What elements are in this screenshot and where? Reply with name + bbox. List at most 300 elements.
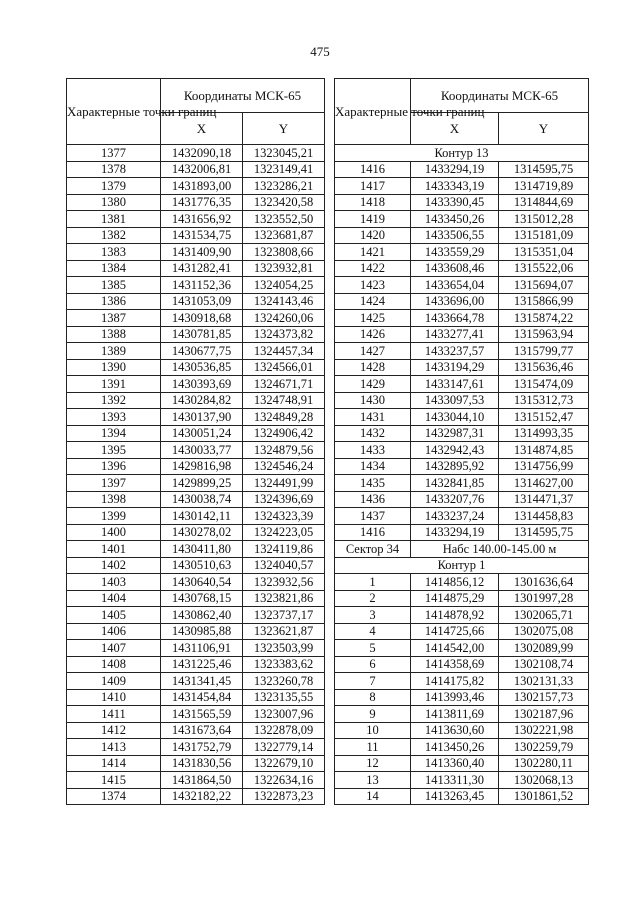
x-coordinate: 1413263,45 bbox=[411, 788, 499, 805]
table-row bbox=[335, 541, 589, 558]
x-coordinate: 1433696,00 bbox=[411, 293, 499, 310]
table-row bbox=[67, 788, 325, 805]
table-row bbox=[335, 161, 589, 178]
x-coordinate: 1430137,90 bbox=[161, 409, 243, 426]
x-coordinate: 1430781,85 bbox=[161, 326, 243, 343]
point-number: 1428 bbox=[335, 359, 411, 376]
table-row bbox=[335, 145, 589, 162]
table-row bbox=[67, 161, 325, 178]
point-number: 1421 bbox=[335, 244, 411, 261]
x-coordinate: 1431225,46 bbox=[161, 656, 243, 673]
y-coordinate: 1324054,25 bbox=[243, 277, 325, 294]
point-number: 2 bbox=[335, 590, 411, 607]
point-number: 1396 bbox=[67, 458, 161, 475]
y-coordinate: 1315636,46 bbox=[499, 359, 589, 376]
y-coordinate: 1302065,71 bbox=[499, 607, 589, 624]
y-coordinate: 1314595,75 bbox=[499, 161, 589, 178]
y-coordinate: 1324143,46 bbox=[243, 293, 325, 310]
point-number: 1427 bbox=[335, 343, 411, 360]
y-coordinate: 1324671,71 bbox=[243, 376, 325, 393]
table-row bbox=[67, 673, 325, 690]
table-row bbox=[67, 475, 325, 492]
y-coordinate: 1324040,57 bbox=[243, 557, 325, 574]
point-number: 1436 bbox=[335, 491, 411, 508]
y-coordinate: 1302075,08 bbox=[499, 623, 589, 640]
x-coordinate: 1433390,45 bbox=[411, 194, 499, 211]
x-coordinate: 1414542,00 bbox=[411, 640, 499, 657]
y-coordinate: 1315181,09 bbox=[499, 227, 589, 244]
y-coordinate: 1314844,69 bbox=[499, 194, 589, 211]
point-number: 1433 bbox=[335, 442, 411, 459]
point-number: 1389 bbox=[67, 343, 161, 360]
table-row bbox=[335, 524, 589, 541]
point-number: 1429 bbox=[335, 376, 411, 393]
y-coordinate: 1323737,17 bbox=[243, 607, 325, 624]
y-coordinate: 1323621,87 bbox=[243, 623, 325, 640]
point-number: 1 bbox=[335, 574, 411, 591]
y-coordinate: 1324119,86 bbox=[243, 541, 325, 558]
x-coordinate: 1431752,79 bbox=[161, 739, 243, 756]
point-number: 1395 bbox=[67, 442, 161, 459]
table-row bbox=[335, 227, 589, 244]
table-row bbox=[67, 541, 325, 558]
x-coordinate: 1430411,80 bbox=[161, 541, 243, 558]
table-row bbox=[335, 194, 589, 211]
sector-height-range: Набс 140.00-145.00 м bbox=[411, 541, 589, 558]
y-coordinate: 1315874,22 bbox=[499, 310, 589, 327]
point-number: 1415 bbox=[67, 772, 161, 789]
table-row bbox=[335, 376, 589, 393]
x-coordinate: 1430284,82 bbox=[161, 392, 243, 409]
y-coordinate: 1301997,28 bbox=[499, 590, 589, 607]
point-number: 1406 bbox=[67, 623, 161, 640]
table-row bbox=[335, 772, 589, 789]
point-number: 7 bbox=[335, 673, 411, 690]
y-coordinate: 1314595,75 bbox=[499, 524, 589, 541]
y-coordinate: 1315351,04 bbox=[499, 244, 589, 261]
table-row bbox=[335, 211, 589, 228]
table-row bbox=[335, 508, 589, 525]
point-number: 1416 bbox=[335, 161, 411, 178]
point-number: 10 bbox=[335, 722, 411, 739]
point-number: 11 bbox=[335, 739, 411, 756]
table-row bbox=[335, 409, 589, 426]
table-row bbox=[67, 409, 325, 426]
right-coordinates-table bbox=[334, 78, 589, 805]
x-coordinate: 1431534,75 bbox=[161, 227, 243, 244]
x-coordinate: 1431341,45 bbox=[161, 673, 243, 690]
y-coordinate: 1324457,34 bbox=[243, 343, 325, 360]
y-coordinate: 1324546,24 bbox=[243, 458, 325, 475]
table-row bbox=[67, 392, 325, 409]
x-coordinate: 1433608,46 bbox=[411, 260, 499, 277]
table-row bbox=[335, 755, 589, 772]
table-row bbox=[335, 260, 589, 277]
y-coordinate: 1323149,41 bbox=[243, 161, 325, 178]
x-coordinate: 1430051,24 bbox=[161, 425, 243, 442]
y-coordinate: 1323045,21 bbox=[243, 145, 325, 162]
x-coordinate: 1430393,69 bbox=[161, 376, 243, 393]
point-number: 1392 bbox=[67, 392, 161, 409]
x-coordinate: 1431282,41 bbox=[161, 260, 243, 277]
x-coordinate: 1430038,74 bbox=[161, 491, 243, 508]
table-row bbox=[67, 260, 325, 277]
x-coordinate: 1433559,29 bbox=[411, 244, 499, 261]
y-coordinate: 1323821,86 bbox=[243, 590, 325, 607]
y-header: Y bbox=[499, 113, 589, 145]
y-coordinate: 1314874,85 bbox=[499, 442, 589, 459]
y-coordinate: 1324223,05 bbox=[243, 524, 325, 541]
right-table-body bbox=[335, 145, 589, 805]
x-coordinate: 1430918,68 bbox=[161, 310, 243, 327]
point-number: 1400 bbox=[67, 524, 161, 541]
point-number: 1422 bbox=[335, 260, 411, 277]
table-row bbox=[335, 590, 589, 607]
y-coordinate: 1302187,96 bbox=[499, 706, 589, 723]
table-row bbox=[67, 343, 325, 360]
table-row bbox=[67, 277, 325, 294]
point-number: Сектор 34 bbox=[335, 541, 411, 558]
x-coordinate: 1433664,78 bbox=[411, 310, 499, 327]
y-coordinate: 1315312,73 bbox=[499, 392, 589, 409]
table-row bbox=[67, 557, 325, 574]
x-coordinate: 1413993,46 bbox=[411, 689, 499, 706]
point-number: 1414 bbox=[67, 755, 161, 772]
table-row bbox=[67, 491, 325, 508]
table-row bbox=[335, 788, 589, 805]
table-row bbox=[335, 310, 589, 327]
y-coordinate: 1302068,13 bbox=[499, 772, 589, 789]
point-number: 9 bbox=[335, 706, 411, 723]
table-row bbox=[67, 706, 325, 723]
table-row bbox=[335, 458, 589, 475]
y-coordinate: 1323932,56 bbox=[243, 574, 325, 591]
x-coordinate: 1433277,41 bbox=[411, 326, 499, 343]
table-row bbox=[67, 623, 325, 640]
table-row bbox=[67, 524, 325, 541]
y-coordinate: 1315474,09 bbox=[499, 376, 589, 393]
point-number: 1410 bbox=[67, 689, 161, 706]
y-coordinate: 1323503,99 bbox=[243, 640, 325, 657]
point-number: 1418 bbox=[335, 194, 411, 211]
x-coordinate: 1414856,12 bbox=[411, 574, 499, 591]
points-header: Характерные точки границ bbox=[335, 79, 411, 145]
x-coordinate: 1430640,54 bbox=[161, 574, 243, 591]
table-row bbox=[67, 145, 325, 162]
y-coordinate: 1302131,33 bbox=[499, 673, 589, 690]
point-number: 1420 bbox=[335, 227, 411, 244]
point-number: 1383 bbox=[67, 244, 161, 261]
x-coordinate: 1413450,26 bbox=[411, 739, 499, 756]
table-row bbox=[67, 425, 325, 442]
x-coordinate: 1433237,24 bbox=[411, 508, 499, 525]
x-coordinate: 1433654,04 bbox=[411, 277, 499, 294]
y-coordinate: 1323932,81 bbox=[243, 260, 325, 277]
y-coordinate: 1323808,66 bbox=[243, 244, 325, 261]
point-number: 1402 bbox=[67, 557, 161, 574]
table-row bbox=[335, 623, 589, 640]
point-number: 6 bbox=[335, 656, 411, 673]
y-coordinate: 1323681,87 bbox=[243, 227, 325, 244]
y-coordinate: 1314471,37 bbox=[499, 491, 589, 508]
point-number: 1379 bbox=[67, 178, 161, 195]
x-coordinate: 1430677,75 bbox=[161, 343, 243, 360]
y-coordinate: 1323007,96 bbox=[243, 706, 325, 723]
table-row bbox=[67, 722, 325, 739]
point-number: 1408 bbox=[67, 656, 161, 673]
point-number: 1411 bbox=[67, 706, 161, 723]
table-row bbox=[335, 491, 589, 508]
table-row bbox=[67, 310, 325, 327]
x-coordinate: 1433450,26 bbox=[411, 211, 499, 228]
x-coordinate: 1433237,57 bbox=[411, 343, 499, 360]
left-table-body bbox=[67, 145, 325, 805]
contour-heading: Контур 13 bbox=[335, 145, 589, 162]
x-coordinate: 1432895,92 bbox=[411, 458, 499, 475]
table-row bbox=[335, 359, 589, 376]
point-number: 8 bbox=[335, 689, 411, 706]
y-coordinate: 1322634,16 bbox=[243, 772, 325, 789]
x-coordinate: 1413630,60 bbox=[411, 722, 499, 739]
table-row bbox=[335, 277, 589, 294]
x-coordinate: 1432987,31 bbox=[411, 425, 499, 442]
point-number: 1413 bbox=[67, 739, 161, 756]
point-number: 1378 bbox=[67, 161, 161, 178]
x-coordinate: 1430985,88 bbox=[161, 623, 243, 640]
table-row bbox=[335, 392, 589, 409]
point-number: 1397 bbox=[67, 475, 161, 492]
table-row bbox=[67, 607, 325, 624]
x-coordinate: 1414878,92 bbox=[411, 607, 499, 624]
y-coordinate: 1315152,47 bbox=[499, 409, 589, 426]
y-coordinate: 1302157,73 bbox=[499, 689, 589, 706]
y-coordinate: 1324396,69 bbox=[243, 491, 325, 508]
point-number: 4 bbox=[335, 623, 411, 640]
y-coordinate: 1324906,42 bbox=[243, 425, 325, 442]
table-row bbox=[335, 607, 589, 624]
x-coordinate: 1430033,77 bbox=[161, 442, 243, 459]
y-coordinate: 1302108,74 bbox=[499, 656, 589, 673]
y-coordinate: 1322779,14 bbox=[243, 739, 325, 756]
point-number: 1394 bbox=[67, 425, 161, 442]
x-coordinate: 1432841,85 bbox=[411, 475, 499, 492]
point-number: 1423 bbox=[335, 277, 411, 294]
x-coordinate: 1414875,29 bbox=[411, 590, 499, 607]
y-header: Y bbox=[243, 113, 325, 145]
x-header: X bbox=[411, 113, 499, 145]
point-number: 1435 bbox=[335, 475, 411, 492]
y-coordinate: 1322878,09 bbox=[243, 722, 325, 739]
point-number: 1404 bbox=[67, 590, 161, 607]
x-coordinate: 1430510,63 bbox=[161, 557, 243, 574]
table-row bbox=[335, 425, 589, 442]
y-coordinate: 1302221,98 bbox=[499, 722, 589, 739]
table-row bbox=[67, 178, 325, 195]
point-number: 1399 bbox=[67, 508, 161, 525]
table-row bbox=[335, 739, 589, 756]
y-coordinate: 1301861,52 bbox=[499, 788, 589, 805]
table-row bbox=[67, 227, 325, 244]
y-coordinate: 1323552,50 bbox=[243, 211, 325, 228]
point-number: 12 bbox=[335, 755, 411, 772]
y-coordinate: 1324748,91 bbox=[243, 392, 325, 409]
x-coordinate: 1432090,18 bbox=[161, 145, 243, 162]
table-row bbox=[67, 244, 325, 261]
point-number: 1401 bbox=[67, 541, 161, 558]
x-coordinate: 1431673,64 bbox=[161, 722, 243, 739]
table-row bbox=[335, 178, 589, 195]
point-number: 1385 bbox=[67, 277, 161, 294]
point-number: 1434 bbox=[335, 458, 411, 475]
x-coordinate: 1433044,10 bbox=[411, 409, 499, 426]
point-number: 1398 bbox=[67, 491, 161, 508]
table-row bbox=[335, 293, 589, 310]
x-coordinate: 1431106,91 bbox=[161, 640, 243, 657]
point-number: 1374 bbox=[67, 788, 161, 805]
contour-heading: Контур 1 bbox=[335, 557, 589, 574]
point-number: 1386 bbox=[67, 293, 161, 310]
point-number: 1417 bbox=[335, 178, 411, 195]
x-coordinate: 1414175,82 bbox=[411, 673, 499, 690]
y-coordinate: 1314719,89 bbox=[499, 178, 589, 195]
table-row bbox=[67, 656, 325, 673]
x-coordinate: 1431454,84 bbox=[161, 689, 243, 706]
point-number: 1388 bbox=[67, 326, 161, 343]
table-row bbox=[335, 689, 589, 706]
y-coordinate: 1301636,64 bbox=[499, 574, 589, 591]
x-coordinate: 1429816,98 bbox=[161, 458, 243, 475]
table-row bbox=[67, 194, 325, 211]
x-coordinate: 1429899,25 bbox=[161, 475, 243, 492]
coordinates-header: Координаты МСК-65 bbox=[161, 79, 325, 113]
x-coordinate: 1433194,29 bbox=[411, 359, 499, 376]
y-coordinate: 1315963,94 bbox=[499, 326, 589, 343]
table-row bbox=[335, 722, 589, 739]
point-number: 1393 bbox=[67, 409, 161, 426]
x-coordinate: 1430536,85 bbox=[161, 359, 243, 376]
table-row bbox=[67, 574, 325, 591]
x-coordinate: 1433207,76 bbox=[411, 491, 499, 508]
x-coordinate: 1431152,36 bbox=[161, 277, 243, 294]
table-row bbox=[335, 343, 589, 360]
coordinates-header: Координаты МСК-65 bbox=[411, 79, 589, 113]
x-coordinate: 1414725,66 bbox=[411, 623, 499, 640]
x-coordinate: 1433506,55 bbox=[411, 227, 499, 244]
table-row bbox=[67, 508, 325, 525]
y-coordinate: 1323135,55 bbox=[243, 689, 325, 706]
table-row bbox=[335, 574, 589, 591]
table-row bbox=[335, 475, 589, 492]
y-coordinate: 1302089,99 bbox=[499, 640, 589, 657]
y-coordinate: 1324373,82 bbox=[243, 326, 325, 343]
point-number: 1405 bbox=[67, 607, 161, 624]
x-coordinate: 1432182,22 bbox=[161, 788, 243, 805]
point-number: 1390 bbox=[67, 359, 161, 376]
table-row bbox=[335, 640, 589, 657]
page-number: 475 bbox=[310, 44, 330, 59]
table-row bbox=[67, 211, 325, 228]
table-row bbox=[67, 640, 325, 657]
table-row bbox=[335, 244, 589, 261]
table-row bbox=[67, 739, 325, 756]
point-number: 1431 bbox=[335, 409, 411, 426]
point-number: 1430 bbox=[335, 392, 411, 409]
x-coordinate: 1432006,81 bbox=[161, 161, 243, 178]
x-coordinate: 1413811,69 bbox=[411, 706, 499, 723]
point-number: 5 bbox=[335, 640, 411, 657]
point-number: 1381 bbox=[67, 211, 161, 228]
point-number: 1377 bbox=[67, 145, 161, 162]
x-coordinate: 1414358,69 bbox=[411, 656, 499, 673]
y-coordinate: 1315866,99 bbox=[499, 293, 589, 310]
x-coordinate: 1433343,19 bbox=[411, 178, 499, 195]
point-number: 1426 bbox=[335, 326, 411, 343]
y-coordinate: 1314627,00 bbox=[499, 475, 589, 492]
y-coordinate: 1324849,28 bbox=[243, 409, 325, 426]
point-number: 1387 bbox=[67, 310, 161, 327]
table-row bbox=[67, 458, 325, 475]
y-coordinate: 1324879,56 bbox=[243, 442, 325, 459]
point-number: 13 bbox=[335, 772, 411, 789]
table-row bbox=[335, 673, 589, 690]
table-row bbox=[67, 755, 325, 772]
table-row bbox=[67, 359, 325, 376]
table-row bbox=[335, 326, 589, 343]
point-number: 14 bbox=[335, 788, 411, 805]
table-row bbox=[67, 590, 325, 607]
x-coordinate: 1431864,50 bbox=[161, 772, 243, 789]
x-coordinate: 1430768,15 bbox=[161, 590, 243, 607]
point-number: 1416 bbox=[335, 524, 411, 541]
x-coordinate: 1431565,59 bbox=[161, 706, 243, 723]
y-coordinate: 1323260,78 bbox=[243, 673, 325, 690]
table-row bbox=[67, 293, 325, 310]
table-row bbox=[335, 442, 589, 459]
point-number: 1391 bbox=[67, 376, 161, 393]
x-coordinate: 1413360,40 bbox=[411, 755, 499, 772]
y-coordinate: 1324491,99 bbox=[243, 475, 325, 492]
x-coordinate: 1431830,56 bbox=[161, 755, 243, 772]
x-header: X bbox=[161, 113, 243, 145]
y-coordinate: 1315799,77 bbox=[499, 343, 589, 360]
table-row bbox=[67, 326, 325, 343]
x-coordinate: 1431893,00 bbox=[161, 178, 243, 195]
point-number: 1412 bbox=[67, 722, 161, 739]
x-coordinate: 1431776,35 bbox=[161, 194, 243, 211]
point-number: 1380 bbox=[67, 194, 161, 211]
point-number: 1403 bbox=[67, 574, 161, 591]
point-number: 1432 bbox=[335, 425, 411, 442]
y-coordinate: 1302259,79 bbox=[499, 739, 589, 756]
y-coordinate: 1315694,07 bbox=[499, 277, 589, 294]
y-coordinate: 1324260,06 bbox=[243, 310, 325, 327]
y-coordinate: 1315012,28 bbox=[499, 211, 589, 228]
y-coordinate: 1323420,58 bbox=[243, 194, 325, 211]
y-coordinate: 1315522,06 bbox=[499, 260, 589, 277]
point-number: 1382 bbox=[67, 227, 161, 244]
x-coordinate: 1430278,02 bbox=[161, 524, 243, 541]
point-number: 1384 bbox=[67, 260, 161, 277]
table-row bbox=[67, 376, 325, 393]
x-coordinate: 1433097,53 bbox=[411, 392, 499, 409]
y-coordinate: 1322873,23 bbox=[243, 788, 325, 805]
table-row bbox=[67, 442, 325, 459]
y-coordinate: 1324323,39 bbox=[243, 508, 325, 525]
y-coordinate: 1314756,99 bbox=[499, 458, 589, 475]
y-coordinate: 1323383,62 bbox=[243, 656, 325, 673]
y-coordinate: 1314458,83 bbox=[499, 508, 589, 525]
x-coordinate: 1431409,90 bbox=[161, 244, 243, 261]
